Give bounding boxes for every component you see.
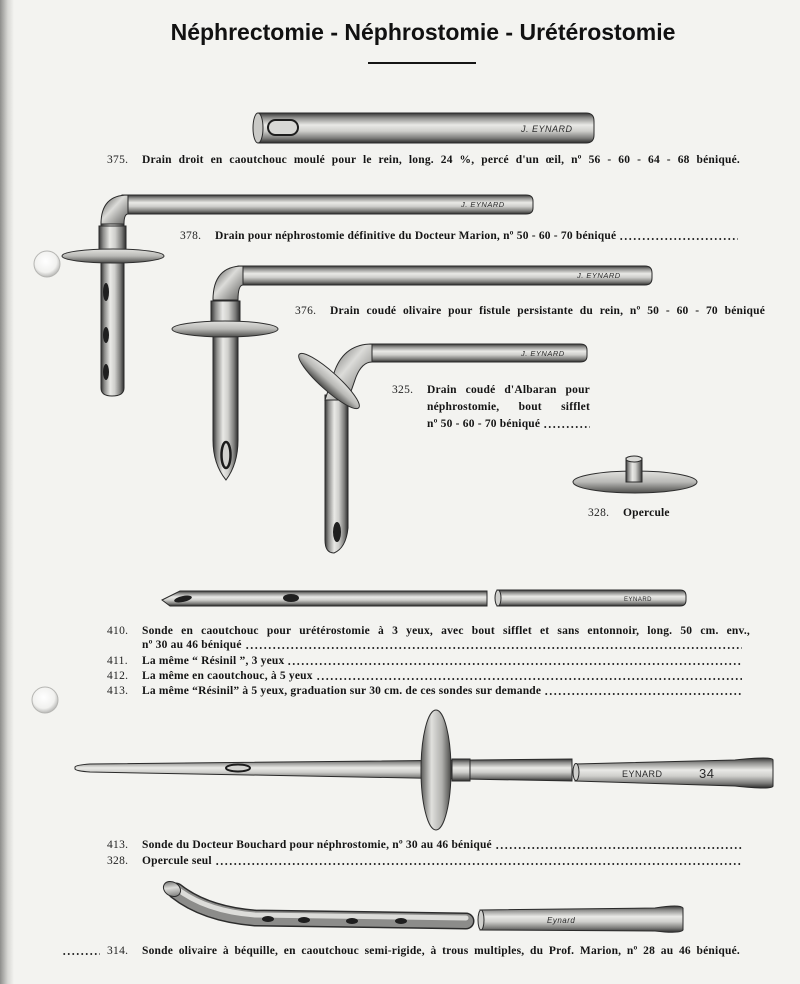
entry-325-line-1: Drain coudé d'Albaran pour: [427, 384, 590, 396]
entry-411-line: [142, 654, 742, 668]
olive-tip-eye: [222, 442, 231, 468]
vertical-flange: [421, 710, 451, 830]
entry-378-number: 378.: [180, 230, 202, 242]
sonde-eye: [283, 594, 299, 602]
entry-410-number: 410.: [107, 625, 129, 637]
sonde-cut-end: [495, 590, 501, 606]
page-title: Néphrectomie - Néphrostomie - Urétérostomie: [170, 19, 676, 45]
size-mark: 34: [699, 766, 715, 781]
entry-375-text: Drain droit en caoutchouc moulé pour le rein, long. 24 %, percé d'un œil, nº 56 - 60 - 64 - 68 béniqué.: [142, 154, 740, 166]
entry-410-line-1: Sonde en caoutchouc pour urétérostomie à 3 yeux, avec bout sifflet et sans entonnoir, long. 50 cm. env.,: [142, 625, 750, 637]
sonde-bouchard-illustration: [75, 710, 773, 830]
entry-325-line-3-text: nº 50 - 60 - 70 béniqué: [427, 418, 541, 430]
drain-376-illustration: [172, 266, 652, 480]
tapered-rod: [75, 759, 572, 781]
entry-378-text: Drain pour néphrostomie définitive du Docteur Marion, nº 50 - 60 - 70 béniqué: [215, 230, 617, 242]
tube-open-end: [253, 113, 263, 143]
entry-411-number: 411.: [107, 655, 128, 667]
punch-hole-upper: [34, 251, 60, 277]
entry-412-number: 412.: [107, 670, 129, 682]
entry-412-line: [142, 669, 742, 683]
sonde-hole: [395, 918, 407, 924]
sonde-314-illustration: [161, 878, 683, 932]
funnel-piece: [575, 758, 773, 788]
collar: [99, 226, 126, 252]
drain-325-illustration: [293, 344, 587, 553]
entry-410-line-2-text: nº 30 au 46 béniqué: [142, 639, 242, 651]
entry-413b-text: Sonde du Docteur Bouchard pour néphrostomie, nº 30 au 46 béniqué: [142, 839, 492, 851]
flange: [172, 321, 278, 337]
entry-325-line-3: [427, 417, 590, 431]
dot-leader: [215, 862, 742, 866]
elbow: [101, 195, 128, 224]
drain-378-illustration: [62, 195, 533, 396]
entry-314-text: Sonde olivaire à béquille, en caoutchouc semi-rigide, à trous multiples, du Prof. Marion, nº 28 au 46 béniqué.: [142, 945, 740, 957]
opercule-328-illustration: [573, 456, 697, 493]
entry-375-number: 375.: [107, 154, 129, 166]
drain-375-illustration: [253, 113, 594, 143]
funnel-cut-end: [573, 764, 579, 781]
tube-eye-hole: [268, 120, 298, 135]
dot-leader: [543, 425, 590, 429]
entry-325-line-2: néphrostomie, bout sifflet: [427, 401, 590, 413]
entry-411-text: La même “ Résinil ”, 3 yeux: [142, 655, 285, 667]
title-underline: [368, 62, 476, 64]
sifflet-opening: [333, 522, 341, 542]
sonde-front-piece: [162, 591, 487, 606]
dot-leader: [495, 846, 742, 850]
entry-410-line-2: [142, 638, 742, 652]
leading-dot-leader: [62, 952, 100, 956]
side-hole: [103, 327, 109, 343]
sonde-cut-end: [478, 910, 484, 930]
eynard-mark: J. EYNARD: [577, 271, 621, 280]
sonde-410-illustration: [162, 590, 686, 606]
sonde-rear-piece: [480, 906, 683, 932]
sonde-hole: [262, 916, 274, 922]
entry-378-line: [215, 229, 738, 243]
eynard-mark: J. EYNARD: [521, 349, 565, 358]
opercule-stem-top: [626, 456, 642, 462]
dot-leader: [316, 677, 742, 681]
sonde-hole: [298, 917, 310, 923]
entry-376-number: 376.: [295, 305, 317, 317]
dot-leader: [544, 692, 742, 696]
eynard-mark: J. EYNARD: [521, 124, 573, 134]
sonde-rear-piece: [497, 590, 686, 606]
entry-328b-text: Opercule seul: [142, 855, 212, 867]
entry-376-text: Drain coudé olivaire pour fistule persistante du rein, nº 50 - 60 - 70 béniqué: [330, 305, 765, 317]
dot-leader: [287, 662, 742, 666]
entry-314-number: 314.: [107, 945, 129, 957]
side-hole: [103, 283, 109, 301]
sonde-hole: [346, 918, 358, 924]
entry-413a-text: La même “Résinil” à 5 yeux, graduation sur 30 cm. de ces sondes sur demande: [142, 685, 542, 697]
eynard-mark: Eynard: [547, 916, 576, 925]
elbow: [213, 266, 243, 300]
entry-328-number: 328.: [588, 507, 610, 519]
sonde-eye: [226, 765, 250, 772]
eynard-mark: J. EYNARD: [461, 200, 505, 209]
entry-328b-number: 328.: [107, 855, 129, 867]
flange: [62, 249, 164, 263]
entry-413b-number: 413.: [107, 839, 129, 851]
collar: [452, 759, 470, 781]
side-hole: [103, 364, 109, 380]
punch-hole-lower: [32, 687, 58, 713]
entry-413a-number: 413.: [107, 685, 129, 697]
entry-413a-line: [142, 684, 742, 698]
dot-leader: [619, 237, 738, 241]
eynard-mark: EYNARD: [622, 769, 663, 779]
dot-leader: [245, 646, 742, 650]
entry-328-text: Opercule: [623, 507, 670, 519]
entry-328b-line: [142, 854, 742, 868]
entry-412-text: La même en caoutchouc, à 5 yeux: [142, 670, 313, 682]
entry-325-number: 325.: [392, 384, 414, 396]
eynard-mark: EYNARD: [624, 597, 653, 603]
entry-413b-line: [142, 838, 742, 852]
